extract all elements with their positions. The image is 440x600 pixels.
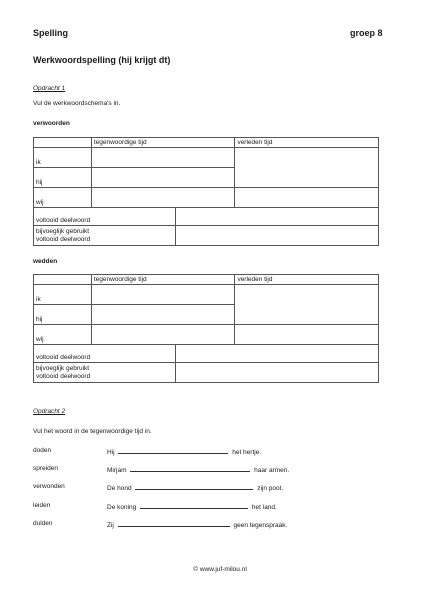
answer-cell[interactable] (175, 363, 378, 383)
opdracht2-title: Opdracht 2 (33, 408, 66, 415)
row-label-line: voltooid deelwoord (36, 235, 91, 243)
row-label-line: voltooid deelwoord (36, 372, 91, 380)
answer-cell[interactable] (175, 226, 378, 246)
answer-cell[interactable] (91, 325, 235, 345)
answer-blank[interactable] (118, 520, 230, 527)
sentence-end: het hertje. (232, 449, 262, 456)
exercise-verb: spreiden (33, 465, 58, 472)
answer-cell[interactable] (91, 285, 235, 305)
answer-cell[interactable] (235, 148, 379, 188)
sentence-end: geen tegenspraak. (233, 522, 288, 529)
answer-cell[interactable] (91, 148, 235, 168)
row-label-line: bijvoeglijk gebruikt (36, 227, 90, 235)
person-label: ik (34, 285, 92, 305)
sentence-start: De koning (107, 504, 137, 511)
sentence-end: het land. (251, 504, 277, 511)
exercise-verb: dulden (33, 520, 53, 527)
col-header-present: tegenwoordige tijd (91, 138, 235, 148)
opdracht1-title: Opdracht 1 (33, 85, 66, 92)
exercise-verb: verwonden (33, 483, 65, 490)
answer-blank[interactable] (118, 447, 228, 454)
answer-blank[interactable] (135, 483, 253, 490)
sentence-end: zijn poot. (257, 485, 284, 492)
person-label: hij (34, 168, 92, 188)
sentence-start: De hond (107, 485, 132, 492)
answer-cell[interactable] (235, 285, 379, 325)
answer-blank[interactable] (140, 502, 248, 509)
row-label: voltooid deelwoord (34, 208, 176, 226)
group-label: groep 8 (350, 28, 383, 38)
table2-verb: wedden (33, 258, 58, 265)
col-header-past: verleden tijd (235, 138, 379, 148)
sentence-start: Zij (107, 522, 114, 529)
answer-cell[interactable] (175, 208, 378, 226)
person-label: wij (34, 188, 92, 208)
row-label: voltooid deelwoord (34, 345, 176, 363)
sentence-start: Mirjam (107, 467, 127, 474)
person-label: ik (34, 148, 92, 168)
person-label: wij (34, 325, 92, 345)
row-label (34, 226, 176, 246)
answer-cell[interactable] (235, 188, 379, 208)
verb-schema-table-2 (33, 274, 379, 383)
opdracht2-instruction: Vul het woord in de tegenwoordige tijd in. (33, 428, 152, 435)
answer-cell[interactable] (235, 325, 379, 345)
table1-verb: verwoorden (33, 120, 70, 127)
answer-cell[interactable] (91, 168, 235, 188)
col-header-past: verleden tijd (235, 275, 379, 285)
answer-cell[interactable] (91, 305, 235, 325)
row-label (34, 363, 176, 383)
corner-cell (34, 275, 92, 285)
corner-cell (34, 138, 92, 148)
verb-schema-table-1 (33, 137, 379, 246)
row-label-line: bijvoeglijk gebruikt (36, 364, 90, 372)
exercise-verb: leiden (33, 502, 51, 509)
worksheet-subtitle: Werkwoordspelling (hij krijgt dt) (33, 55, 171, 65)
col-header-present: tegenwoordige tijd (91, 275, 235, 285)
answer-cell[interactable] (175, 345, 378, 363)
footer-copyright: © www.juf-milou.nl (193, 566, 247, 573)
exercise-verb: doden (33, 447, 52, 454)
sentence-start: Hij (107, 449, 115, 456)
page-title: Spelling (33, 28, 69, 38)
answer-blank[interactable] (130, 465, 250, 472)
answer-cell[interactable] (91, 188, 235, 208)
person-label: hij (34, 305, 92, 325)
opdracht1-instruction: Vul de werkwoordschema's in. (33, 100, 121, 107)
sentence-end: haar armen. (254, 467, 290, 474)
